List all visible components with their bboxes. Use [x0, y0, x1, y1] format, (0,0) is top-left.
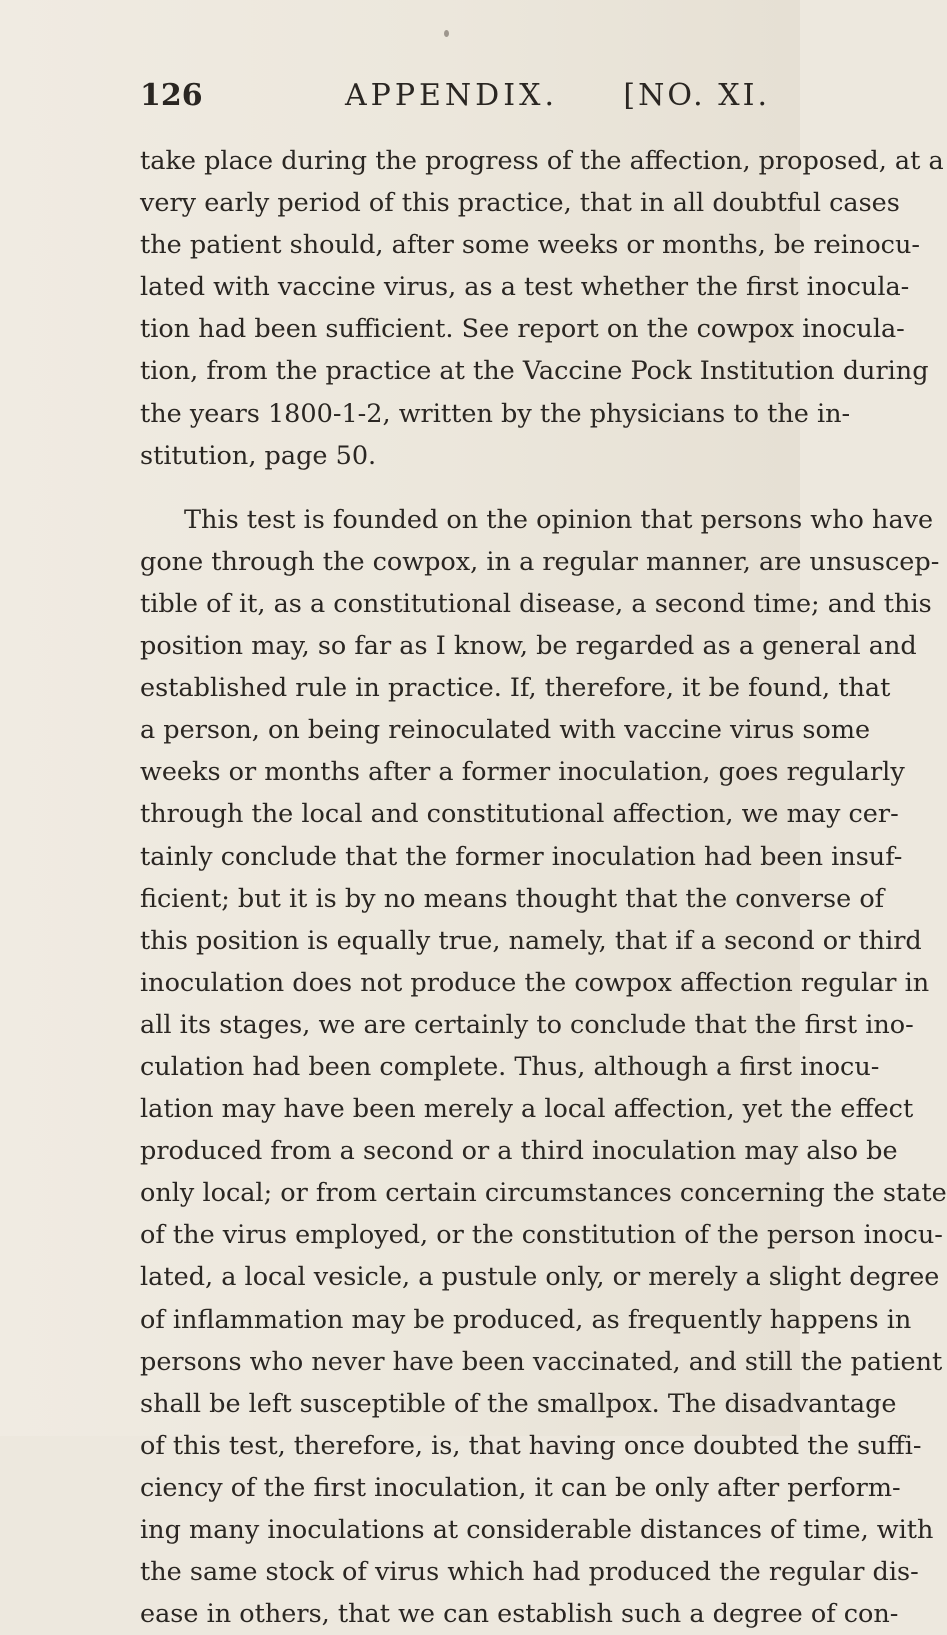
text-line: take place during the progress of the affection, proposed, at a [140, 146, 944, 176]
text-line: lated, a local vesicle, a pustule only, or merely a slight degree [140, 1262, 940, 1293]
text-line: this position is equally true, namely, that if a second or third [140, 925, 922, 956]
text-line: persons who never have been vaccinated, and still the patient [140, 1346, 943, 1377]
text-line: a person, on being reinoculated with vaccine virus some [140, 715, 871, 746]
paragraph-1 [140, 140, 944, 477]
text-line: gone through the cowpox, in a regular manner, are unsuscep- [140, 546, 940, 577]
text-line: only local; or from certain circumstances concerning the state [140, 1178, 947, 1209]
paragraph-gap [140, 477, 765, 499]
text-line: very early period of this practice, that in all doubtful cases [140, 188, 900, 219]
text-line: tion had been sufficient. See report on the cowpox inocula- [140, 314, 905, 345]
text-line: of inflammation may be produced, as frequently happens in [140, 1304, 912, 1335]
text-line: the same stock of virus which had produced the regular dis- [140, 1557, 919, 1588]
text-line: of the virus employed, or the constitution of the person inocu- [140, 1220, 943, 1251]
text-line: position may, so far as I know, be regarded as a general and [140, 631, 917, 662]
text-line: the patient should, after some weeks or months, be reinocu- [140, 230, 921, 261]
text-line: ficient; but it is by no means thought that the converse of [140, 883, 885, 914]
text-line: through the local and constitutional affection, we may cer- [140, 799, 899, 830]
text-line: stitution, page 50. [140, 440, 377, 471]
ink-speck [444, 30, 449, 37]
body-text [140, 140, 947, 1635]
text-line: ing many inoculations at considerable distances of time, with [140, 1515, 934, 1545]
text-line: shall be left susceptible of the smallpox. The disadvantage [140, 1388, 897, 1419]
running-head [140, 78, 770, 122]
text-line: This test is founded on the opinion that persons who have [184, 504, 934, 535]
text-line: ease in others, that we can establish such a degree of con- [140, 1599, 899, 1630]
text-line: tion, from the practice at the Vaccine Pock Institution during [140, 356, 929, 387]
text-line: ciency of the first inoculation, it can be only after perform- [140, 1472, 901, 1503]
page-number: 126 [140, 78, 203, 113]
text-line: culation had been complete. Thus, although a first inocu- [140, 1051, 880, 1082]
text-line: tainly conclude that the former inoculation had been insuf- [140, 841, 903, 872]
text-line: all its stages, we are certainly to conclude that the first ino- [140, 1009, 914, 1040]
text-line: produced from a second or a third inoculation may also be [140, 1136, 898, 1167]
text-line: tible of it, as a constitutional disease, a second time; and this [140, 588, 932, 619]
text-line: the years 1800-1-2, written by the physicians to the in- [140, 398, 851, 429]
text-line: inoculation does not produce the cowpox affection regular in [140, 967, 930, 998]
text-line: established rule in practice. If, therefore, it be found, that [140, 673, 891, 704]
section-title: APPENDIX. [345, 78, 558, 113]
paragraph-2 [140, 499, 947, 1635]
section-number: [NO. XI. [623, 78, 770, 113]
text-line: lated with vaccine virus, as a test whether the first inocula- [140, 272, 910, 303]
text-line: lation may have been merely a local affection, yet the effect [140, 1094, 914, 1125]
text-line: of this test, therefore, is, that having once doubted the suffi- [140, 1430, 922, 1461]
text-line: weeks or months after a former inoculation, goes regularly [140, 757, 905, 788]
